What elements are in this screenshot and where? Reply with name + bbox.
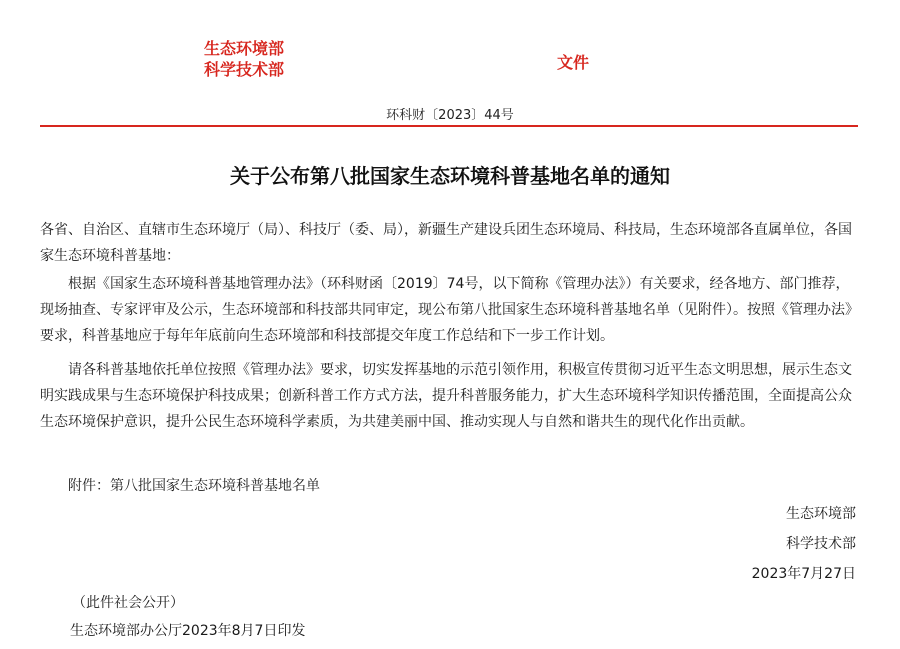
disclosure-note: （此件社会公开）: [72, 595, 184, 611]
issuer-line-2: 科学技术部: [204, 60, 285, 79]
document-title: 关于公布第八批国家生态环境科普基地名单的通知: [230, 164, 670, 188]
attachment-line: 附件：第八批国家生态环境科普基地名单: [68, 478, 320, 494]
issuer-block: [204, 38, 284, 80]
doc-word: 文件: [557, 53, 590, 72]
header-red-rule: [40, 125, 858, 127]
body-paragraph-1: 根据《国家生态环境科普基地管理办法》（环科财函〔2019〕74号，以下简称《管理办法》）有关要求，经各地方、部门推荐，现场抽查、专家评审及公示，生态环境部和科技部共同审定，现公布第八批国家生态环境科普基地名单（见附件）。按照《管理办法》要求，科普基地应于每年年底前向生态环境部和科技部提交年度工作总结和下一步工作计划。: [40, 276, 859, 344]
signature-org-2: 科学技术部: [786, 536, 856, 552]
doc-number: 环科财〔2023〕44号: [386, 108, 514, 123]
signature-date: 2023年7月27日: [751, 566, 856, 582]
issuer-line-1: 生态环境部: [204, 39, 285, 58]
signature-org-1: 生态环境部: [786, 506, 856, 522]
print-info: 生态环境部办公厅2023年8月7日印发: [70, 623, 306, 639]
body-paragraph-2: 请各科普基地依托单位按照《管理办法》要求，切实发挥基地的示范引领作用，积极宣传贯彻习近平生态文明思想，展示生态文明实践成果与生态环境保护科技成果；创新科普工作方式方法，提升科普服务能力，扩大生态环境科学知识传播范围，全面提高公众生态环境保护意识，提升公民生态环境科学素质，为共建美丽中国、推动实现人与自然和谐共生的现代化作出贡献。: [40, 362, 852, 430]
addressee: 各省、自治区、直辖市生态环境厅（局）、科技厅（委、局），新疆生产建设兵团生态环境局、科技局，生态环境部各直属单位，各国家生态环境科普基地：: [40, 222, 852, 264]
